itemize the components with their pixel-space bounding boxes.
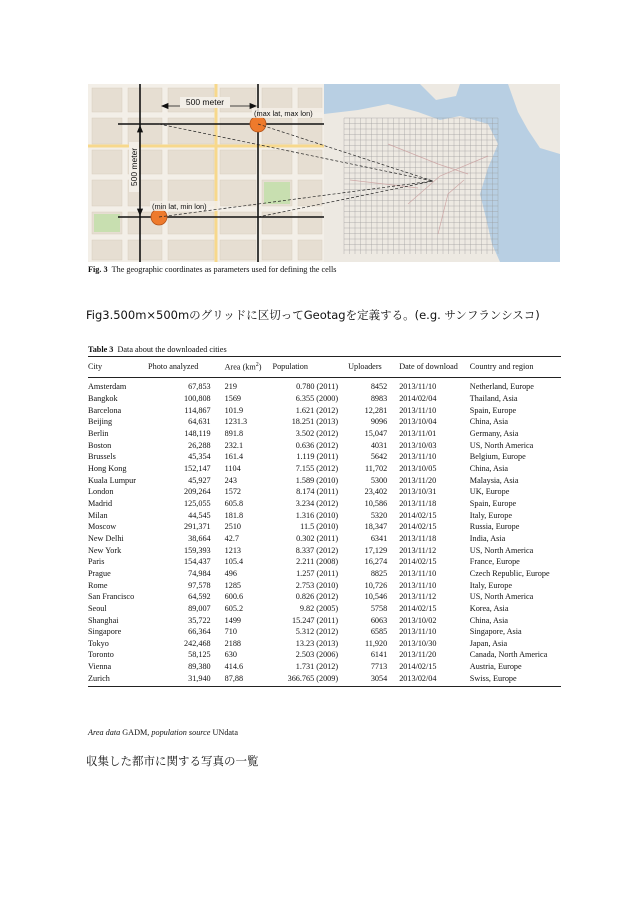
cell-uploaders: 5642 bbox=[370, 452, 388, 462]
cell-area: 630 bbox=[224, 650, 237, 660]
cell-photo-analyzed: 209,264 bbox=[184, 487, 211, 497]
cell-country: China, Asia bbox=[469, 615, 509, 625]
cell-uploaders: 5758 bbox=[370, 603, 388, 613]
cell-date: 2013/11/10 bbox=[399, 405, 437, 415]
cell-photo-analyzed: 31,940 bbox=[188, 673, 211, 683]
cell-photo-analyzed: 159,393 bbox=[184, 545, 211, 555]
table-row bbox=[88, 378, 561, 393]
cell-uploaders: 6063 bbox=[370, 615, 388, 625]
cell-area: 161.4 bbox=[224, 452, 244, 462]
cell-uploaders: 10,546 bbox=[364, 592, 388, 602]
cell-photo-analyzed: 97,578 bbox=[188, 580, 211, 590]
cell-date: 2014/02/15 bbox=[399, 557, 437, 567]
cell-population: 3.234 (2012) bbox=[295, 498, 339, 508]
cell-country: China, Asia bbox=[469, 417, 509, 427]
cell-photo-analyzed: 44,545 bbox=[188, 510, 211, 520]
cell-population: 8.174 (2011) bbox=[296, 487, 339, 497]
cell-country: Italy, Europe bbox=[469, 580, 513, 590]
figure-caption bbox=[88, 265, 337, 274]
cell-city: San Francisco bbox=[88, 592, 135, 602]
cell-uploaders: 7713 bbox=[370, 662, 388, 672]
cell-photo-analyzed: 67,853 bbox=[188, 382, 211, 392]
cell-area: 891.8 bbox=[224, 429, 244, 439]
cell-population: 2.753 (2010) bbox=[295, 580, 339, 590]
cell-photo-analyzed: 242,468 bbox=[184, 638, 211, 648]
cell-photo-analyzed: 89,007 bbox=[188, 603, 211, 613]
table-row bbox=[88, 638, 561, 650]
cell-area: 2510 bbox=[224, 522, 241, 532]
cell-country: Austria, Europe bbox=[469, 662, 522, 672]
cell-uploaders: 8825 bbox=[370, 568, 388, 578]
table-row bbox=[88, 498, 561, 510]
cell-population: 1.621 (2012) bbox=[295, 405, 339, 415]
cell-country: US, North America bbox=[469, 440, 534, 450]
cell-photo-analyzed: 64,631 bbox=[188, 417, 211, 427]
cell-area: 181.8 bbox=[224, 510, 244, 520]
cell-date: 2013/10/05 bbox=[399, 463, 437, 473]
cell-population: 8.337 (2012) bbox=[295, 545, 339, 555]
cell-date: 2014/02/04 bbox=[399, 394, 437, 404]
label-max-corner: (max lat, max lon) bbox=[254, 109, 313, 118]
cell-population: 1.119 (2011) bbox=[296, 452, 339, 462]
cell-date: 2013/10/30 bbox=[399, 638, 437, 648]
cell-date: 2013/10/04 bbox=[399, 417, 437, 427]
cell-area: 1285 bbox=[224, 580, 241, 590]
cell-country: Thailand, Asia bbox=[469, 394, 518, 404]
table-note: Area data GADM, population source UNdata bbox=[88, 728, 238, 737]
cell-area: 219 bbox=[224, 382, 237, 392]
label-min-corner: (min lat, min lon) bbox=[152, 202, 207, 211]
cell-date: 2013/11/01 bbox=[399, 429, 437, 439]
cell-photo-analyzed: 35,722 bbox=[188, 615, 211, 625]
cell-population: 5.312 (2012) bbox=[295, 627, 339, 637]
table-row bbox=[88, 649, 561, 661]
cell-photo-analyzed: 125,055 bbox=[184, 498, 211, 508]
cell-photo-analyzed: 89,380 bbox=[188, 662, 211, 672]
cell-population: 13.23 (2013) bbox=[295, 638, 339, 648]
cell-uploaders: 6341 bbox=[370, 533, 388, 543]
cell-country: US, North America bbox=[469, 592, 534, 602]
cell-date: 2013/11/10 bbox=[399, 382, 437, 392]
cell-country: Singapore, Asia bbox=[469, 627, 522, 637]
table-caption bbox=[88, 345, 227, 354]
cell-date: 2013/11/20 bbox=[399, 475, 437, 485]
cell-uploaders: 5320 bbox=[370, 510, 388, 520]
cell-date: 2013/11/10 bbox=[399, 580, 437, 590]
cell-population: 11.5 (2010) bbox=[300, 522, 339, 532]
header-uploaders: Uploaders bbox=[348, 361, 382, 371]
cell-city: New Delhi bbox=[88, 533, 124, 543]
cell-population: 18.251 (2013) bbox=[291, 417, 339, 427]
cell-population: 1.589 (2010) bbox=[295, 475, 339, 485]
cell-date: 2014/02/15 bbox=[399, 522, 437, 532]
cell-date: 2013/02/04 bbox=[399, 673, 437, 683]
cell-photo-analyzed: 58,125 bbox=[188, 650, 211, 660]
label-500-meter-horizontal: 500 meter bbox=[185, 97, 225, 107]
cell-area: 1104 bbox=[224, 463, 241, 473]
figure-caption-text: The geographic coordinates as parameters used for defining the cells bbox=[111, 265, 337, 274]
cell-country: France, Europe bbox=[469, 557, 520, 567]
cell-population: 9.82 (2005) bbox=[299, 603, 339, 613]
figure-caption-label: Fig. 3 bbox=[88, 265, 108, 274]
cell-uploaders: 3054 bbox=[370, 673, 388, 683]
cell-population: 1.731 (2012) bbox=[295, 662, 339, 672]
cell-photo-analyzed: 74,984 bbox=[188, 568, 211, 578]
cell-city: Boston bbox=[88, 440, 112, 450]
cell-country: China, Asia bbox=[469, 463, 509, 473]
table-row bbox=[88, 626, 561, 638]
cell-population: 15.247 (2011) bbox=[291, 615, 339, 625]
cell-population: 1.316 (2010) bbox=[295, 510, 339, 520]
cell-uploaders: 8452 bbox=[370, 382, 388, 392]
city-grid-map bbox=[324, 84, 560, 262]
cell-area: 105.4 bbox=[224, 557, 244, 567]
cell-country: Czech Republic, Europe bbox=[469, 568, 550, 578]
cell-city: Amsterdam bbox=[88, 382, 127, 392]
cell-city: Zurich bbox=[88, 673, 110, 683]
cell-country: Russia, Europe bbox=[469, 522, 520, 532]
cell-area: 87,88 bbox=[224, 673, 244, 683]
japanese-caption-figure: Fig3.500m×500mのグリッドに区切ってGeotagを定義する。(e.g. サンフランシスコ) bbox=[86, 308, 540, 322]
label-500-meter-vertical: 500 meter bbox=[129, 147, 139, 187]
cell-uploaders: 12,281 bbox=[364, 405, 388, 415]
table-row bbox=[88, 510, 561, 522]
cell-population: 366.765 (2009) bbox=[287, 673, 339, 683]
cell-photo-analyzed: 291,371 bbox=[184, 522, 211, 532]
header-city: City bbox=[88, 361, 103, 371]
cell-date: 2013/11/10 bbox=[399, 568, 437, 578]
cell-uploaders: 8983 bbox=[370, 394, 388, 404]
cell-uploaders: 9096 bbox=[370, 417, 388, 427]
table-row bbox=[88, 475, 561, 487]
cell-date: 2014/02/15 bbox=[399, 662, 437, 672]
header-area: Area $(km^2)$ bbox=[224, 362, 262, 372]
cell-date: 2013/10/03 bbox=[399, 440, 437, 450]
header-country-and-region: Country and region bbox=[469, 361, 534, 371]
cell-city: Barcelona bbox=[88, 405, 122, 415]
cell-date: 2013/10/31 bbox=[399, 487, 437, 497]
cell-photo-analyzed: 154,437 bbox=[184, 557, 211, 567]
table-row bbox=[88, 451, 561, 463]
cell-photo-analyzed: 152,147 bbox=[184, 463, 211, 473]
cell-photo-analyzed: 38,664 bbox=[188, 533, 211, 543]
cell-city: Rome bbox=[88, 580, 108, 590]
cell-city: Toronto bbox=[88, 650, 114, 660]
cell-country: Swiss, Europe bbox=[469, 673, 517, 683]
cell-area: 1572 bbox=[224, 487, 241, 497]
cell-area: 1231.3 bbox=[224, 417, 248, 427]
cell-date: 2013/11/18 bbox=[399, 533, 437, 543]
table-row bbox=[88, 486, 561, 498]
cell-population: 2.211 (2008) bbox=[296, 557, 339, 567]
cell-population: 1.257 (2011) bbox=[296, 568, 339, 578]
cell-photo-analyzed: 45,354 bbox=[188, 452, 211, 462]
cell-country: Korea, Asia bbox=[469, 603, 509, 613]
cell-date: 2014/02/15 bbox=[399, 510, 437, 520]
header-population: Population bbox=[272, 361, 308, 371]
cell-date: 2014/02/15 bbox=[399, 603, 437, 613]
table-row bbox=[88, 463, 561, 475]
cell-uploaders: 10,586 bbox=[364, 498, 388, 508]
cell-area: 42.7 bbox=[224, 533, 239, 543]
table-row bbox=[88, 615, 561, 627]
cell-photo-analyzed: 26,288 bbox=[188, 440, 211, 450]
cell-city: Singapore bbox=[88, 627, 122, 637]
cell-country: Spain, Europe bbox=[469, 405, 517, 415]
cell-population: 6.355 (2000) bbox=[295, 394, 339, 404]
cell-city: Paris bbox=[88, 557, 105, 567]
cell-country: Netherland, Europe bbox=[469, 382, 534, 392]
cell-uploaders: 11,702 bbox=[364, 463, 388, 473]
cell-area: 605.2 bbox=[224, 603, 244, 613]
cell-population: 0.780 (2011) bbox=[296, 382, 339, 392]
cell-photo-analyzed: 114,867 bbox=[184, 405, 211, 415]
cell-population: 3.502 (2012) bbox=[295, 429, 339, 439]
cell-population: 2.503 (2006) bbox=[295, 650, 339, 660]
cell-uploaders: 6585 bbox=[370, 627, 388, 637]
cell-city: Shanghai bbox=[88, 615, 119, 625]
cell-area: 1569 bbox=[224, 394, 241, 404]
cell-city: Kuala Lumpur bbox=[88, 475, 136, 485]
cell-city: Seoul bbox=[88, 603, 107, 613]
header-date-of-download: Date of download bbox=[399, 361, 458, 371]
table-row bbox=[88, 533, 561, 545]
table-row bbox=[88, 568, 561, 580]
cell-country: Japan, Asia bbox=[469, 638, 508, 648]
cell-area: 605.8 bbox=[224, 498, 244, 508]
table-row bbox=[88, 405, 561, 417]
cell-uploaders: 4031 bbox=[370, 440, 388, 450]
cell-population: 0.302 (2011) bbox=[296, 533, 339, 543]
cell-country: US, North America bbox=[469, 545, 534, 555]
cell-city: Beijing bbox=[88, 417, 113, 427]
japanese-caption-table: 収集した都市に関する写真の一覧 bbox=[86, 754, 259, 768]
table-row bbox=[88, 545, 561, 557]
cell-uploaders: 23,402 bbox=[364, 487, 388, 497]
table-caption-label: Table 3 bbox=[88, 345, 114, 354]
cell-photo-analyzed: 148,119 bbox=[184, 429, 211, 439]
cell-date: 2013/11/18 bbox=[399, 498, 437, 508]
cell-uploaders: 17,129 bbox=[364, 545, 388, 555]
table-row bbox=[88, 440, 561, 452]
table-row bbox=[88, 603, 561, 615]
cell-country: UK, Europe bbox=[469, 487, 510, 497]
cell-country: Italy, Europe bbox=[469, 510, 513, 520]
cell-area: 2188 bbox=[224, 638, 241, 648]
table-row bbox=[88, 591, 561, 603]
table-row bbox=[88, 673, 561, 687]
cell-uploaders: 15,047 bbox=[364, 429, 388, 439]
table-row bbox=[88, 521, 561, 533]
table-row bbox=[88, 580, 561, 592]
cell-area: 232.1 bbox=[224, 440, 244, 450]
cell-uploaders: 16,274 bbox=[364, 557, 388, 567]
cell-uploaders: 10,726 bbox=[364, 580, 388, 590]
cell-population: 0.636 (2012) bbox=[295, 440, 339, 450]
cell-date: 2013/10/02 bbox=[399, 615, 437, 625]
cell-photo-analyzed: 100,808 bbox=[184, 394, 211, 404]
table-caption-text: Data about the downloaded cities bbox=[117, 345, 227, 354]
cell-area: 600.6 bbox=[224, 592, 244, 602]
cell-photo-analyzed: 66,364 bbox=[188, 627, 211, 637]
header-photo-analyzed: Photo analyzed bbox=[148, 361, 199, 371]
table-header-row bbox=[88, 357, 561, 378]
table-row bbox=[88, 416, 561, 428]
cell-country: Spain, Europe bbox=[469, 498, 517, 508]
cell-area: 1213 bbox=[224, 545, 241, 555]
table-row bbox=[88, 556, 561, 568]
cell-city: Brussels bbox=[88, 452, 116, 462]
cell-city: Milan bbox=[88, 510, 108, 520]
cell-uploaders: 11,920 bbox=[364, 638, 388, 648]
cell-area: 101.9 bbox=[224, 405, 244, 415]
cell-country: India, Asia bbox=[469, 533, 506, 543]
cell-city: Hong Kong bbox=[88, 463, 127, 473]
cell-uploaders: 6141 bbox=[370, 650, 388, 660]
cities-table bbox=[88, 356, 561, 687]
cell-date: 2013/11/12 bbox=[399, 545, 437, 555]
cell-photo-analyzed: 64,592 bbox=[188, 592, 211, 602]
cell-population: 0.826 (2012) bbox=[295, 592, 339, 602]
table-row bbox=[88, 393, 561, 405]
cell-city: Prague bbox=[88, 568, 111, 578]
cell-country: Canada, North America bbox=[469, 650, 548, 660]
cell-area: 710 bbox=[224, 627, 237, 637]
cell-population: 7.155 (2012) bbox=[295, 463, 339, 473]
cell-country: Malaysia, Asia bbox=[469, 475, 519, 485]
cell-country: Germany, Asia bbox=[469, 429, 519, 439]
grid-figure bbox=[88, 84, 560, 262]
cell-date: 2013/11/10 bbox=[399, 452, 437, 462]
cell-area: 243 bbox=[224, 475, 237, 485]
cell-area: 496 bbox=[224, 568, 237, 578]
cell-city: Tokyo bbox=[88, 638, 109, 648]
cell-city: New York bbox=[88, 545, 122, 555]
cell-city: Moscow bbox=[88, 522, 117, 532]
cell-date: 2013/11/20 bbox=[399, 650, 437, 660]
cell-country: Belgium, Europe bbox=[469, 452, 526, 462]
cell-city: London bbox=[88, 487, 114, 497]
cell-uploaders: 18,347 bbox=[364, 522, 388, 532]
cell-date: 2013/11/12 bbox=[399, 592, 437, 602]
cell-area: 1499 bbox=[224, 615, 241, 625]
cell-date: 2013/11/10 bbox=[399, 627, 437, 637]
street-map bbox=[88, 84, 324, 262]
cell-photo-analyzed: 45,927 bbox=[188, 475, 211, 485]
cell-city: Vienna bbox=[88, 662, 112, 672]
cell-city: Madrid bbox=[88, 498, 113, 508]
cell-city: Bangkok bbox=[88, 394, 118, 404]
table-row bbox=[88, 428, 561, 440]
cell-city: Berlin bbox=[88, 429, 109, 439]
table-row bbox=[88, 661, 561, 673]
cell-uploaders: 5300 bbox=[370, 475, 388, 485]
cell-area: 414.6 bbox=[224, 662, 244, 672]
